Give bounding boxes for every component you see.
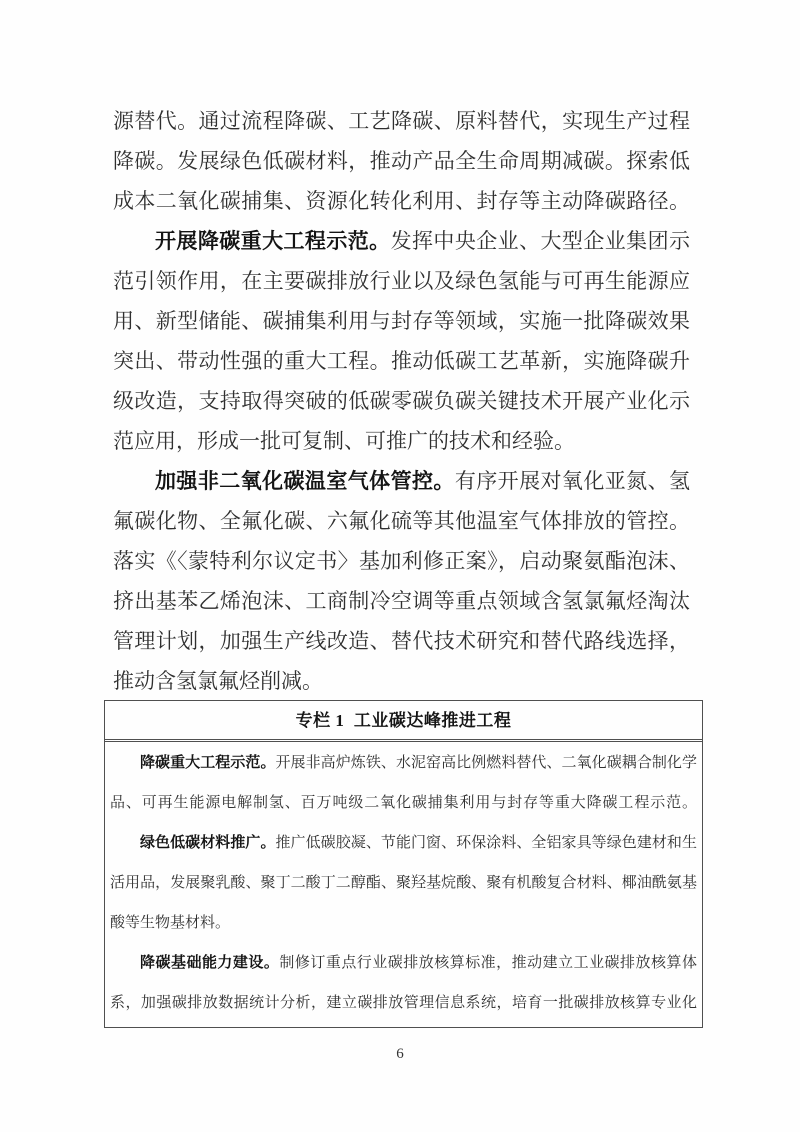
body-paragraph: 开展降碳重大工程示范。发挥中央企业、大型企业集团示范引领作用，在主要碳排放行业以及绿色氢能与可再生能源应用、新型储能、碳捕集利用与封存等领域，实施一批降碳效果突出、带动性强的重大工程。推动低碳工艺革新，实施降碳升级改造，支持取得突破的低碳零碳负碳关键技术开展产业化示范应用，形成一批可复制、可推广的技术和经验。 <box>113 229 691 453</box>
box-paragraph: 绿色低碳材料推广。推广低碳胶凝、节能门窗、环保涂料、全铝家具等绿色建材和生活用品，发展聚乳酸、聚丁二酸丁二醇酯、聚羟基烷酸、聚有机酸复合材料、椰油酰氨基酸等生物基材料。 <box>110 835 697 931</box>
body-text-column <box>113 101 690 701</box>
paragraph-lead: 降碳重大工程示范。 <box>140 755 276 771</box>
box-paragraph: 降碳重大工程示范。开展非高炉炼铁、水泥窑高比例燃料替代、二氧化碳耦合制化学品、可再生能源电解制氢、百万吨级二氧化碳捕集利用与封存等重大降碳工程示范。 <box>110 755 697 811</box>
column-box-title: 专栏 1 工业碳达峰推进工程 <box>105 701 702 742</box>
column-box <box>104 700 703 1028</box>
paragraph-lead: 开展降碳重大工程示范。 <box>155 229 391 253</box>
body-paragraph: 加强非二氧化碳温室气体管控。有序开展对氧化亚氮、氢氟碳化物、全氟化碳、六氟化硫等其他温室气体排放的管控。落实《〈蒙特利尔议定书〉基加利修正案》，启动聚氨酯泡沫、挤出基苯乙烯泡沫、工商制冷空调等重点领域含氢氯氟烃淘汰管理计划，加强生产线改造、替代技术研究和替代路线选择，推动含氢氯氟烃削减。 <box>113 469 691 693</box>
paragraph-lead: 加强非二氧化碳温室气体管控。 <box>155 469 455 493</box>
body-paragraph: 源替代。通过流程降碳、工艺降碳、原料替代，实现生产过程降碳。发展绿色低碳材料，推动产品全生命周期减碳。探索低成本二氧化碳捕集、资源化转化利用、封存等主动降碳路径。 <box>113 109 690 213</box>
page-number: 6 <box>396 1046 404 1062</box>
paragraph-lead: 绿色低碳材料推广。 <box>140 835 276 851</box>
paragraph-lead: 降碳基础能力建设。 <box>140 955 280 971</box>
box-paragraph: 降碳基础能力建设。制修订重点行业碳排放核算标准，推动建立工业碳排放核算体系，加强碳排放数据统计分析，建立碳排放管理信息系统，培育一批碳排放核算专业化 <box>110 955 697 1011</box>
column-box-body <box>105 742 702 1027</box>
